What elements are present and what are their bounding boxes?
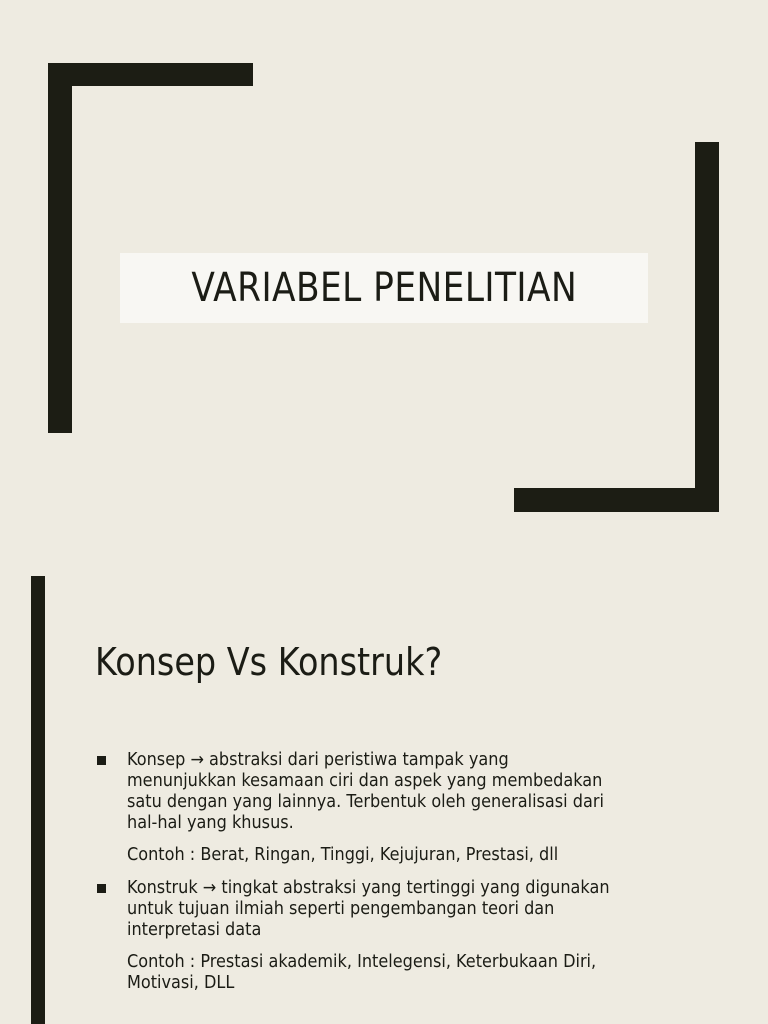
frame-bottom-right-horizontal bbox=[514, 488, 719, 512]
example-line: Contoh : Berat, Ringan, Tinggi, Kejujuran, Prestasi, dll bbox=[127, 845, 559, 865]
slide-title: VARIABEL PENELITIAN bbox=[191, 265, 577, 311]
bullet-item-konstruk bbox=[95, 878, 695, 994]
left-accent-bar bbox=[31, 576, 45, 1024]
square-bullet-icon bbox=[97, 756, 106, 765]
frame-top-left-horizontal bbox=[48, 63, 253, 86]
bullet-list bbox=[95, 750, 695, 1006]
bullet-item-konsep bbox=[95, 750, 695, 866]
frame-top-left-vertical bbox=[48, 63, 72, 433]
bullet-text-line: hal-hal yang khusus. bbox=[127, 813, 294, 833]
example-line: Motivasi, DLL bbox=[127, 973, 235, 993]
bullet-text-line: menunjukkan kesamaan ciri dan aspek yang membedakan bbox=[127, 771, 603, 791]
frame-bottom-right-vertical bbox=[695, 142, 719, 512]
bullet-text-line: interpretasi data bbox=[127, 920, 262, 940]
title-box bbox=[120, 253, 648, 323]
square-bullet-icon bbox=[97, 884, 106, 893]
slide-heading: Konsep Vs Konstruk? bbox=[95, 640, 443, 684]
content-slide bbox=[0, 560, 768, 1024]
example-line: Contoh : Prestasi akademik, Intelegensi, Keterbukaan Diri, bbox=[127, 952, 597, 972]
bullet-text-line: satu dengan yang lainnya. Terbentuk oleh generalisasi dari bbox=[127, 792, 604, 812]
bullet-text-line: Konstruk → tingkat abstraksi yang tertinggi yang digunakan bbox=[127, 878, 610, 898]
bullet-text-line: Konsep → abstraksi dari peristiwa tampak yang bbox=[127, 750, 509, 770]
bullet-text-line: untuk tujuan ilmiah seperti pengembangan teori dan bbox=[127, 899, 555, 919]
